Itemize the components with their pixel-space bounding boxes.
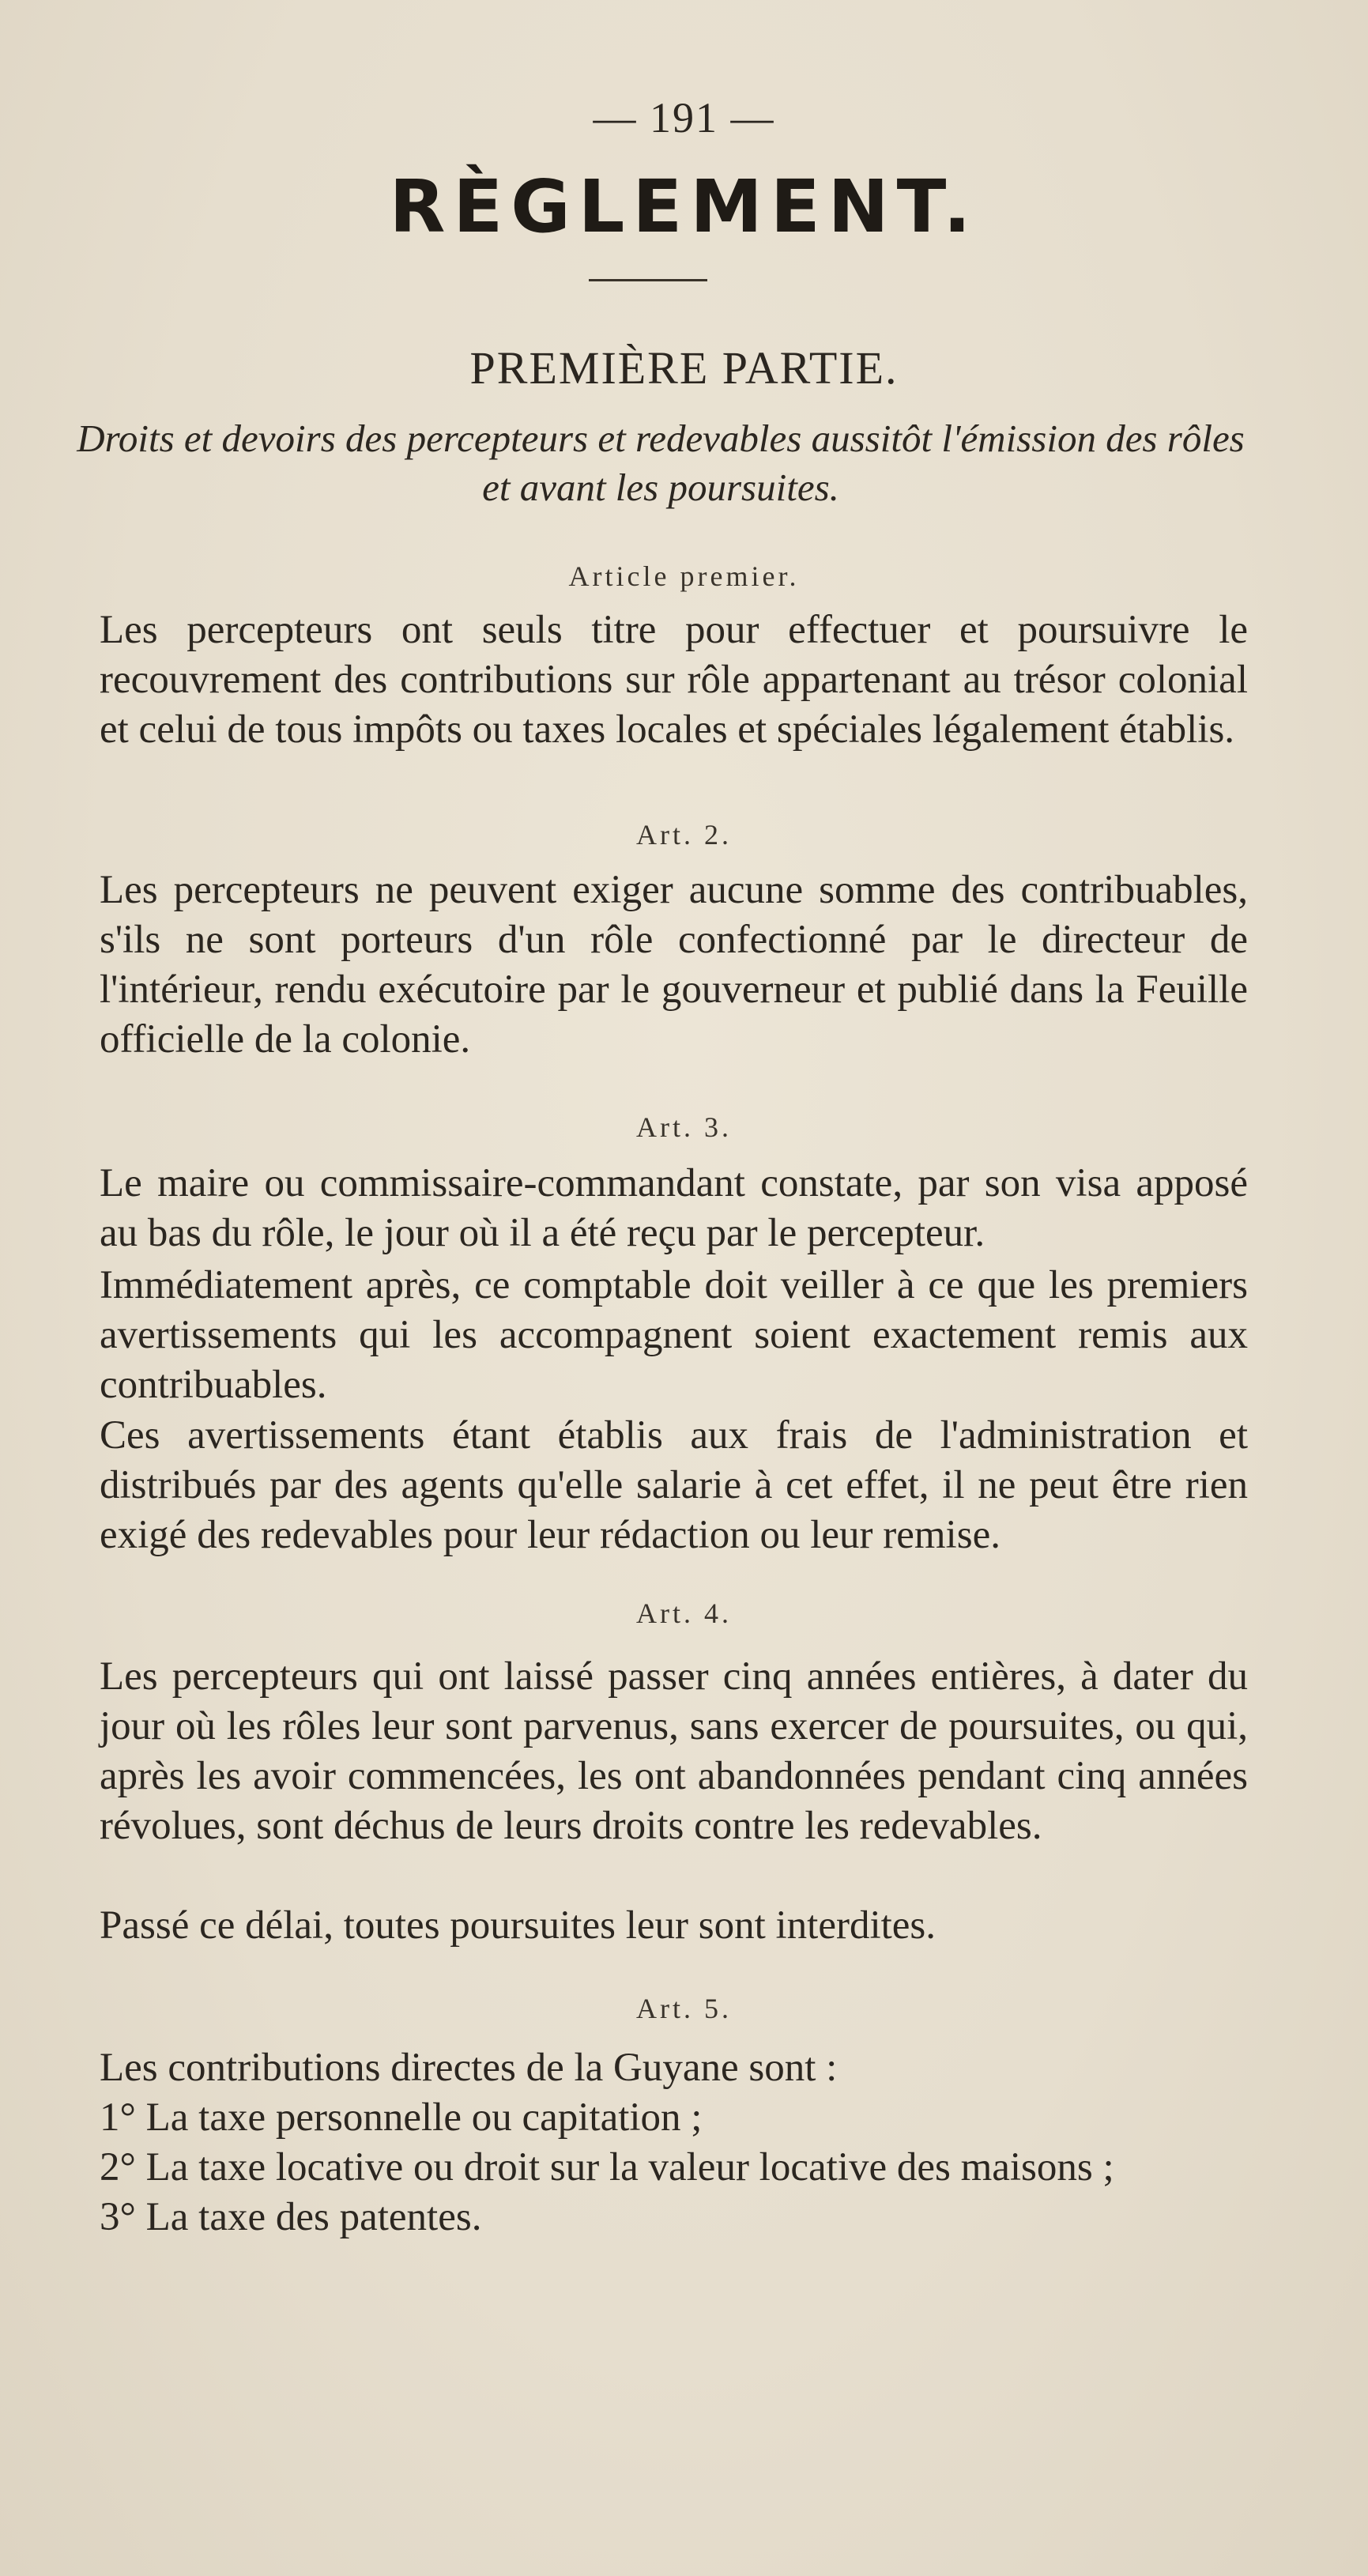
article-heading: Art. 5.	[636, 1993, 732, 2024]
list-intro: Les contributions directes de la Guyane sont :	[100, 2046, 838, 2090]
article-paragraph: Les percepteurs qui ont laissé passer cinq années entières, à dater du jour où les rôles leur sont parvenus, sans exercer de poursuites, ou qui, après les avoir commencées, les ont abandonnées pendant cinq années révolues, sont déchus de leurs droits contre les redevables.	[100, 1654, 1248, 1848]
section-subtitle: Droits et devoirs des percepteurs et redevables aussitôt l'émission des rôles et avant les poursuites.	[77, 417, 1245, 509]
article-paragraph: Immédiatement après, ce comptable doit veiller à ce que les premiers avertissements qui les accompagnent soient exactement remis aux contribuables.	[100, 1263, 1248, 1407]
list-item: 2° La taxe locative ou droit sur la valeur locative des maisons ;	[100, 2145, 1114, 2189]
article-heading: Art. 4.	[636, 1597, 732, 1629]
article-heading: Art. 2.	[636, 819, 732, 850]
page-title: RÈGLEMENT.	[389, 164, 979, 249]
article-heading: Art. 3.	[636, 1111, 732, 1143]
page-number: — 191 —	[593, 94, 775, 141]
list-item: 1° La taxe personnelle ou capitation ;	[100, 2095, 703, 2140]
article-paragraph: Les percepteurs ne peuvent exiger aucune somme des contribuables, s'ils ne sont porteurs d'un rôle confectionné par le directeur de l'intérieur, rendu exécutoire par le gouverneur et publié dans la Feuille officielle de la colonie.	[100, 868, 1248, 1062]
part-heading: PREMIÈRE PARTIE.	[469, 342, 899, 394]
article-paragraph: Ces avertissements étant établis aux frais de l'administration et distribués par des agents qu'elle salarie à cet effet, il ne peut être rien exigé des redevables pour leur rédaction ou leur remise.	[100, 1413, 1248, 1557]
list-item: 3° La taxe des patentes.	[100, 2195, 482, 2239]
title-divider	[589, 279, 707, 281]
article-paragraph: Passé ce délai, toutes poursuites leur sont interdites.	[100, 1903, 936, 1948]
article-heading: Article premier.	[568, 560, 800, 592]
article-paragraph: Le maire ou commissaire-commandant constate, par son visa apposé au bas du rôle, le jour où il a été reçu par le percepteur.	[100, 1161, 1248, 1255]
article-paragraph: Les percepteurs ont seuls titre pour effectuer et poursuivre le recouvrement des contributions sur rôle appartenant au trésor colonial et celui de tous impôts ou taxes locales et spéciales légalement établis.	[100, 608, 1248, 752]
